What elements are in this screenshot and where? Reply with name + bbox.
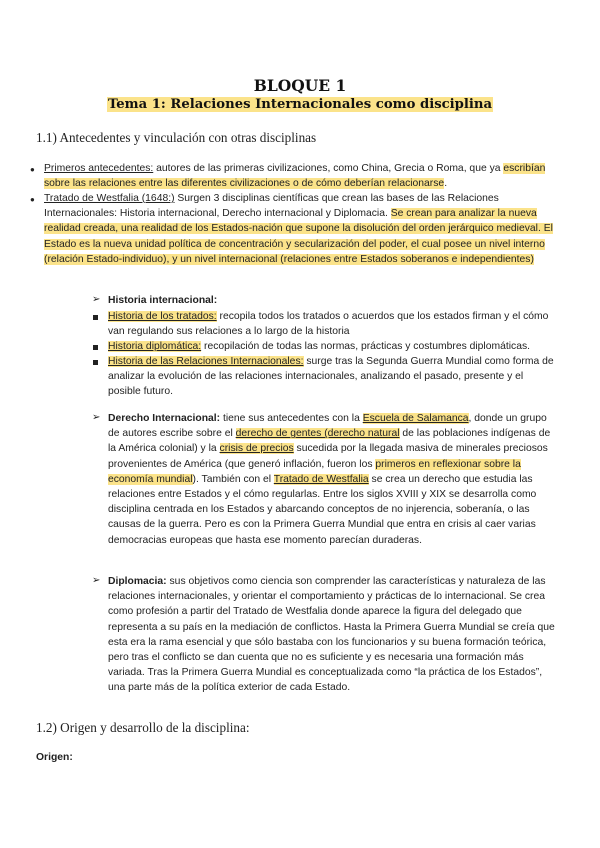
bullet-end: . [444,178,448,190]
section-heading-1-2: 1.2) Origen y desarrollo de la disciplina: [36,720,250,735]
highlighted-text: crisis de precios [219,443,294,455]
text-run: de las poblaciones indígenas de la América colonial) y la [108,428,551,455]
highlighted-text: derecho de gentes (derecho natural [235,428,400,440]
text-run: tiene sus antecedentes con la [220,413,363,424]
historia-heading: Historia internacional: [108,295,218,306]
item-label: Historia de las Relaciones Internacionales: [108,356,304,367]
highlighted-text: Tratado de Westfalia [273,473,369,485]
section-heading-1-1: 1.1) Antecedentes y vinculación con otras disciplinas [36,130,317,145]
item-label: Historia de los tratados: [108,311,217,322]
bullet-dot: ● [30,195,35,204]
diplomacia-paragraph [108,574,560,696]
arrow-bullet-icon: ➢ [92,575,101,586]
derecho-paragraph [108,411,560,548]
highlighted-text: Se crean para analizar la nueva realidad creada, una realidad de los Estados-nación que supone la disolución del orden jerárquico medieval. El Estado es la nueva unidad política de concentración y secularización del poder, el cual posee un nivel interno (relación Estado-individuo), y un nivel internacional (relaciones entre Estados soberanos e independientes) [44,208,553,265]
historia-item [108,339,578,354]
historia-item [108,354,558,400]
diplomacia-text: sus objetivos como ciencia son comprender las características y naturaleza de las relaciones internacionales, y orientar el comportamiento y prácticas de lo internacional. Se crea como profesión a partir del Tratado de Westfalia donde aparece la figura del delegado que representa a su país en la mediación de conflictos. Hasta la Primera Guerra Mundial se creía que esta era la rama esencial y que sólo bastaba con los funcionarios y su buena formación teórica, pero tras el conflicto se dan cuenta que no es suficiente y es necesaria una formación más variada. Tras la Primera Guerra Mundial es conceptualizada como “la práctica de los Estados”, una parte más de la política exterior de cada Estado. [108,576,555,694]
text-run: , donde un grupo de autores escribe sobre el [108,413,547,440]
bullet-dot: ● [30,165,35,174]
item-label: Historia diplomática: [108,341,202,352]
square-bullet-icon [93,360,98,365]
origen-heading: Origen: [36,752,73,763]
square-bullet-icon [93,345,98,350]
document-title: BLOQUE 1 [253,76,347,95]
text-run: sucedida por la llegada masiva de minerales preciosos provenientes de América (que generó inflación, fueron los [108,443,548,470]
highlighted-text: primeros en reflexionar sobre la economía mundial [108,458,521,485]
bullet-primeros-antecedentes [44,161,564,191]
bullet-label: Primeros antecedentes: [44,163,154,174]
arrow-bullet-icon: ➢ [92,412,101,423]
item-text: recopilación de todas las normas, prácticas y costumbres diplomáticas. [201,341,530,352]
bullet-text: Surgen 3 disciplinas científicas que crean las bases de las Relaciones Internacionales: Historia internacional, Derecho internacional y Diplomacia. [44,193,499,220]
bullet-tratado-westfalia [44,191,566,267]
item-text: surge tras la Segunda Guerra Mundial como forma de analizar la evolución de las relaciones internacionales, analizando el pasado, presente y el posible futuro. [108,356,554,398]
square-bullet-icon [93,315,98,320]
item-text: recopila todos los tratados o acuerdos que los estados firman y el cómo van regulando sus relaciones a lo largo de la historia [108,311,549,338]
highlighted-text: Escuela de Salamanca [362,413,469,424]
text-run: se crea un derecho que estudia las relaciones entre Estados y el cómo regularlas. Entre los siglos XVIII y XIX se desarrolla como disciplina centrada en los Estados y abarcando conceptos de no injerencia, soberanía, o las causas de la guerra. Pero es con la Primera Guerra Mundial que entra en crisis al caer varias democracias europeas que hasta ese momento parecían duraderas. [108,473,537,546]
document-subtitle [0,97,600,112]
highlighted-text: escribían sobre las relaciones entre las diferentes civilizaciones o de cómo deberían relacionarse [44,163,546,190]
bullet-text: autores de las primeras civilizaciones, como China, Grecia o Roma, que ya [153,163,504,174]
diplomacia-heading: Diplomacia: [108,576,167,587]
historia-item [108,309,558,339]
arrow-bullet-icon: ➢ [92,294,101,305]
subtitle-text: Tema 1: Relaciones Internacionales como disciplina [107,97,493,112]
bullet-label: Tratado de Westfalia (1648:) [44,193,175,204]
text-run: ). También con el [192,473,274,485]
derecho-heading: Derecho Internacional: [108,413,221,424]
